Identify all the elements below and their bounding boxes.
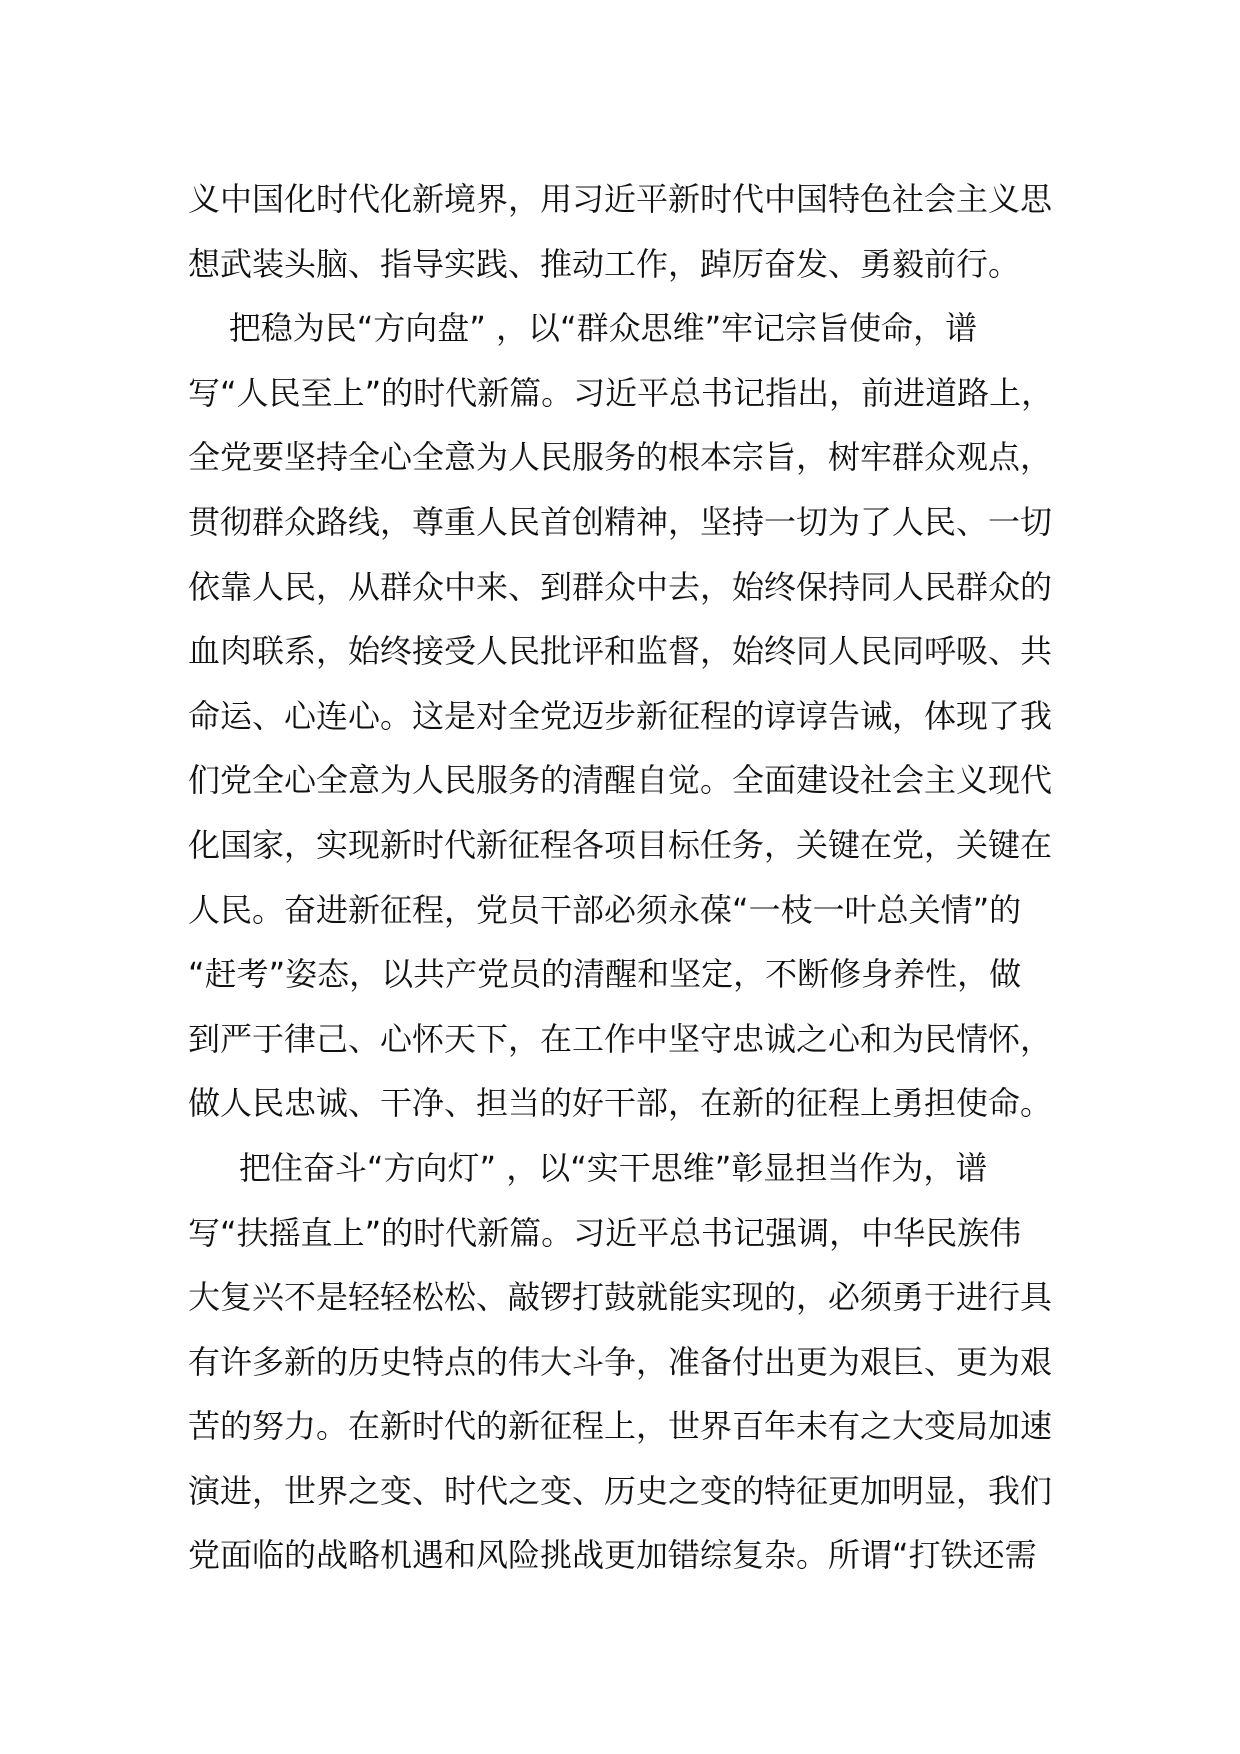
text-line: 依靠人民，从群众中来、到群众中去，始终保持同人民群众的 [188,567,1053,606]
text-line: 苦的努力。在新时代的新征程上，世界百年未有之大变局加速 [188,1407,1053,1446]
text-line: 想武装头脑、指导实践、推动工作，踔厉奋发、勇毅前行。 [188,244,1021,283]
text-line: 全党要坚持全心全意为人民服务的根本宗旨，树牢群众观点， [188,438,1053,477]
text-line: 血肉联系，始终接受人民批评和监督，始终同人民同呼吸、共 [188,632,1053,671]
text-line: 演进，世界之变、时代之变、历史之变的特征更加明显，我们 [188,1471,1053,1510]
text-line: 到严于律己、心怀天下，在工作中坚守忠诚之心和为民情怀， [188,1019,1053,1058]
text-line: 化国家，实现新时代新征程各项目标任务，关键在党，关键在 [188,825,1053,864]
text-line: 大复兴不是轻轻松松、敲锣打鼓就能实现的，必须勇于进行具 [188,1278,1053,1317]
text-line: 命运、心连心。这是对全党迈步新征程的谆谆告诫，体现了我 [188,696,1053,735]
text-line: 党面临的战略机遇和风险挑战更加错综复杂。所谓“打铁还需 [188,1536,1037,1575]
text-line: 贯彻群众路线，尊重人民首创精神，坚持一切为了人民、一切 [188,502,1053,541]
text-line: 人民。奋进新征程，党员干部必须永葆“一枝一叶总关情”的 [188,890,1022,929]
text-line: 有许多新的历史特点的伟大斗争，准备付出更为艰巨、更为艰 [188,1342,1053,1381]
text-line: 做人民忠诚、干净、担当的好干部，在新的征程上勇担使命。 [188,1084,1053,1123]
paragraph-start-line: 把住奋斗“方向灯” ，以“实干思维”彰显担当作为，谱 [188,1148,988,1187]
text-line: 们党全心全意为人民服务的清醒自觉。全面建设社会主义现代 [188,761,1053,800]
body-text [188,167,1088,1588]
text-line: 写“人民至上”的时代新篇。习近平总书记指出，前进道路上， [188,373,1054,412]
text-line: 义中国化时代化新境界，用习近平新时代中国特色社会主义思 [188,180,1053,218]
text-line: 写“扶摇直上”的时代新篇。习近平总书记强调，中华民族伟 [188,1213,1022,1252]
paragraph-start-line: 把稳为民“方向盘” ，以“群众思维”牢记宗旨使命，谱 [188,309,978,348]
text-line: “赶考”姿态，以共产党员的清醒和坚定，不断修身养性，做 [188,955,1022,994]
